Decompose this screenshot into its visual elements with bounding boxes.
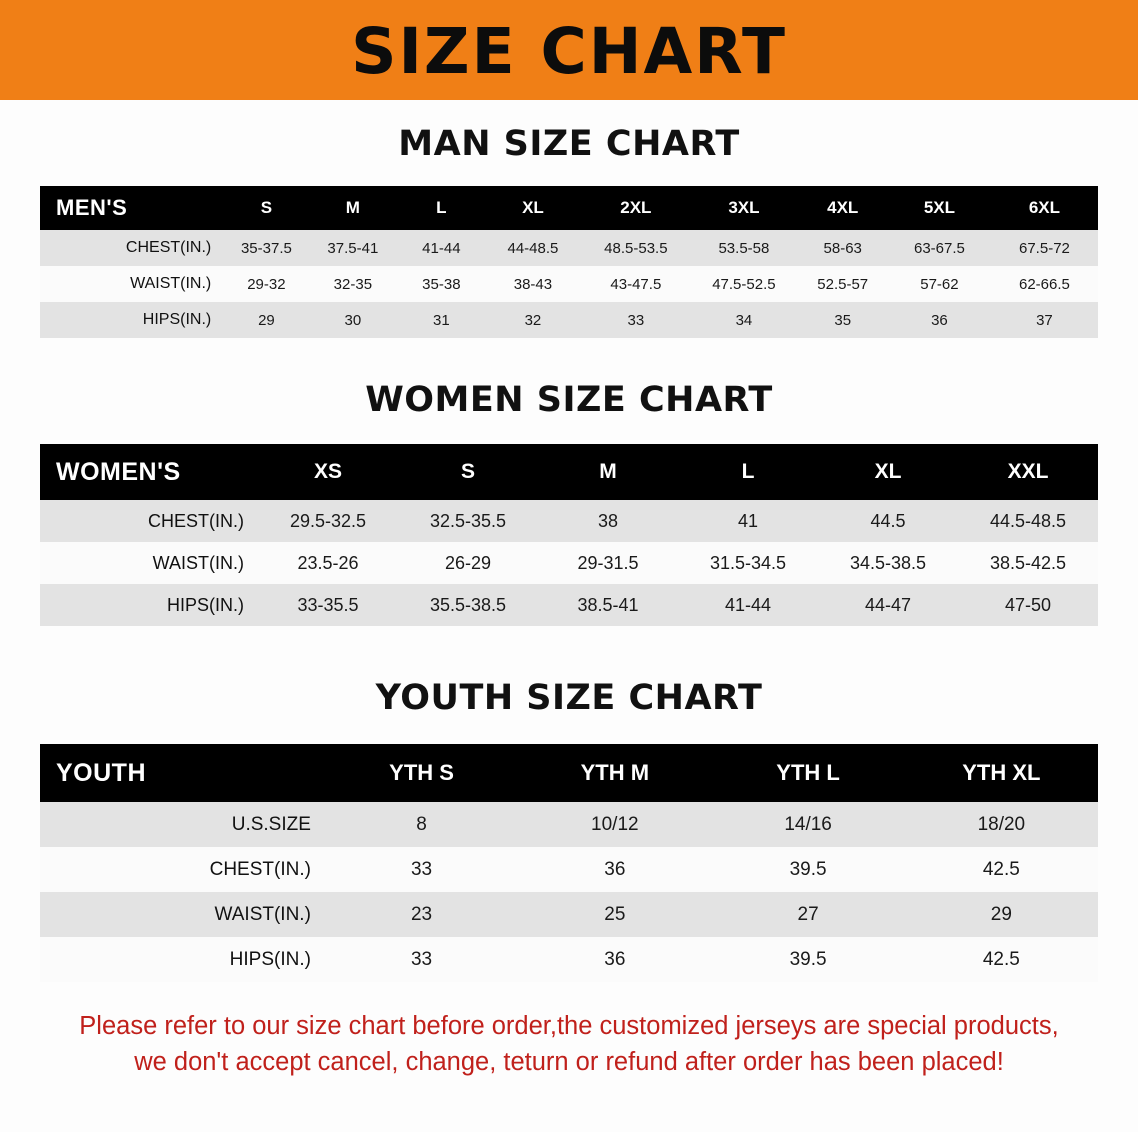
women-cell: 38.5-42.5 (958, 542, 1098, 584)
youth-cell: 42.5 (905, 937, 1098, 982)
women-cell: 34.5-38.5 (818, 542, 958, 584)
women-size-table (40, 444, 1098, 626)
men-header-cell: 3XL (690, 186, 797, 230)
table-row (40, 802, 1098, 847)
men-cell: 36 (888, 302, 991, 338)
youth-header-cell: YTH XL (905, 744, 1098, 802)
youth-header-label: YOUTH (40, 744, 325, 802)
men-cell: 32-35 (308, 266, 399, 302)
table-row (40, 542, 1098, 584)
men-header-cell: S (225, 186, 307, 230)
youth-cell: 33 (325, 847, 518, 892)
men-cell: 47.5-52.5 (690, 266, 797, 302)
youth-cell: 36 (518, 847, 711, 892)
men-cell: 53.5-58 (690, 230, 797, 266)
youth-header-cell: YTH S (325, 744, 518, 802)
men-row-label: WAIST(IN.) (40, 266, 225, 302)
women-header-cell: XXL (958, 444, 1098, 500)
table-row (40, 266, 1098, 302)
men-cell: 33 (581, 302, 690, 338)
women-cell: 33-35.5 (258, 584, 398, 626)
men-row-label: CHEST(IN.) (40, 230, 225, 266)
policy-note-line-2: we don't accept cancel, change, teturn or refund after order has been placed! (134, 1048, 1004, 1077)
women-cell: 44.5-48.5 (958, 500, 1098, 542)
women-section-heading: WOMEN SIZE CHART (365, 380, 773, 420)
youth-size-table (40, 744, 1098, 982)
men-cell: 67.5-72 (991, 230, 1098, 266)
women-header-label: WOMEN'S (40, 444, 258, 500)
men-cell: 38-43 (485, 266, 582, 302)
youth-cell: 23 (325, 892, 518, 937)
women-row-label: HIPS(IN.) (40, 584, 258, 626)
table-header-row (40, 744, 1098, 802)
men-header-cell: M (308, 186, 399, 230)
men-cell: 41-44 (398, 230, 484, 266)
women-row-label: CHEST(IN.) (40, 500, 258, 542)
table-row (40, 847, 1098, 892)
women-cell: 29-31.5 (538, 542, 678, 584)
women-cell: 35.5-38.5 (398, 584, 538, 626)
youth-section-heading: YOUTH SIZE CHART (375, 678, 763, 718)
youth-cell: 36 (518, 937, 711, 982)
men-header-cell: 4XL (797, 186, 888, 230)
women-cell: 23.5-26 (258, 542, 398, 584)
youth-cell: 42.5 (905, 847, 1098, 892)
youth-cell: 25 (518, 892, 711, 937)
youth-cell: 39.5 (711, 847, 904, 892)
men-header-cell: 6XL (991, 186, 1098, 230)
women-cell: 41-44 (678, 584, 818, 626)
men-cell: 35-37.5 (225, 230, 307, 266)
table-row (40, 584, 1098, 626)
women-row-label: WAIST(IN.) (40, 542, 258, 584)
youth-cell: 10/12 (518, 802, 711, 847)
man-section-heading: MAN SIZE CHART (398, 124, 740, 164)
youth-cell: 18/20 (905, 802, 1098, 847)
table-row (40, 937, 1098, 982)
men-cell: 57-62 (888, 266, 991, 302)
women-cell: 31.5-34.5 (678, 542, 818, 584)
women-cell: 38.5-41 (538, 584, 678, 626)
youth-header-cell: YTH L (711, 744, 904, 802)
women-header-cell: XS (258, 444, 398, 500)
men-cell: 30 (308, 302, 399, 338)
women-cell: 29.5-32.5 (258, 500, 398, 542)
men-cell: 35-38 (398, 266, 484, 302)
men-size-table (40, 186, 1098, 338)
men-cell: 52.5-57 (797, 266, 888, 302)
women-cell: 47-50 (958, 584, 1098, 626)
youth-cell: 14/16 (711, 802, 904, 847)
table-row (40, 230, 1098, 266)
men-row-label: HIPS(IN.) (40, 302, 225, 338)
women-header-cell: L (678, 444, 818, 500)
men-cell: 35 (797, 302, 888, 338)
policy-note (40, 1008, 1098, 1080)
youth-header-cell: YTH M (518, 744, 711, 802)
men-cell: 43-47.5 (581, 266, 690, 302)
men-cell: 31 (398, 302, 484, 338)
men-cell: 48.5-53.5 (581, 230, 690, 266)
women-cell: 41 (678, 500, 818, 542)
men-cell: 58-63 (797, 230, 888, 266)
women-header-cell: XL (818, 444, 958, 500)
policy-note-line-1: Please refer to our size chart before order,the customized jerseys are special products, (79, 1012, 1059, 1040)
youth-cell: 33 (325, 937, 518, 982)
women-cell: 44.5 (818, 500, 958, 542)
women-cell: 38 (538, 500, 678, 542)
youth-cell: 29 (905, 892, 1098, 937)
page-banner (0, 0, 1138, 100)
page-title: SIZE CHART (351, 14, 787, 88)
men-cell: 63-67.5 (888, 230, 991, 266)
youth-cell: 27 (711, 892, 904, 937)
table-row (40, 892, 1098, 937)
table-row (40, 302, 1098, 338)
men-header-cell: L (398, 186, 484, 230)
men-cell: 44-48.5 (485, 230, 582, 266)
women-cell: 26-29 (398, 542, 538, 584)
table-row (40, 500, 1098, 542)
men-header-cell: 5XL (888, 186, 991, 230)
men-cell: 29-32 (225, 266, 307, 302)
table-header-row (40, 444, 1098, 500)
youth-row-label: WAIST(IN.) (40, 892, 325, 937)
men-cell: 32 (485, 302, 582, 338)
youth-row-label: U.S.SIZE (40, 802, 325, 847)
men-cell: 37.5-41 (308, 230, 399, 266)
youth-cell: 39.5 (711, 937, 904, 982)
women-header-cell: S (398, 444, 538, 500)
men-cell: 34 (690, 302, 797, 338)
women-cell: 44-47 (818, 584, 958, 626)
men-header-cell: 2XL (581, 186, 690, 230)
men-header-label: MEN'S (40, 186, 225, 230)
men-cell: 37 (991, 302, 1098, 338)
women-header-cell: M (538, 444, 678, 500)
youth-row-label: CHEST(IN.) (40, 847, 325, 892)
men-cell: 62-66.5 (991, 266, 1098, 302)
men-header-cell: XL (485, 186, 582, 230)
men-cell: 29 (225, 302, 307, 338)
youth-row-label: HIPS(IN.) (40, 937, 325, 982)
table-header-row (40, 186, 1098, 230)
women-cell: 32.5-35.5 (398, 500, 538, 542)
youth-cell: 8 (325, 802, 518, 847)
